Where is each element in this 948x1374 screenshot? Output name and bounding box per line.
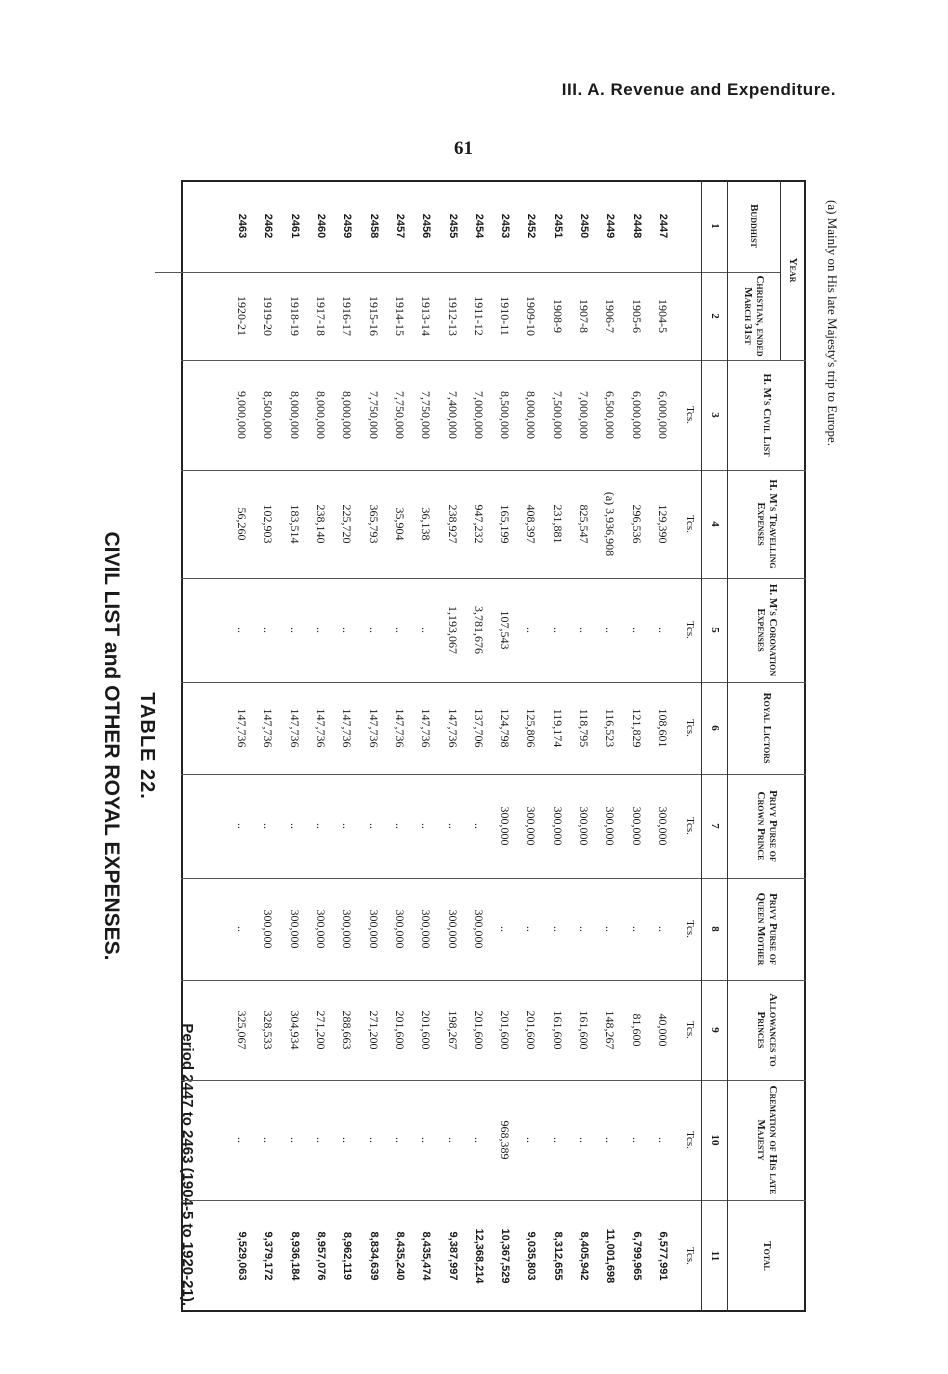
table-cell: 300,000 bbox=[629, 806, 644, 846]
table-cell: .. bbox=[603, 1137, 618, 1143]
table-cell: 296,536 bbox=[629, 504, 644, 544]
table-cell: 8,957,076 bbox=[315, 1231, 328, 1281]
year-group-rule bbox=[780, 180, 781, 360]
column-header: Royal Lictors bbox=[761, 692, 773, 764]
unit-label: Tcs. bbox=[684, 817, 696, 835]
column-number: 3 bbox=[709, 412, 721, 418]
table-cell: .. bbox=[550, 627, 565, 633]
table-cell: .. bbox=[366, 823, 381, 829]
table-cell: 300,000 bbox=[603, 806, 618, 846]
table-cell: 1906-7 bbox=[603, 299, 618, 333]
table-title: CIVIL LIST and OTHER ROYAL EXPENSES. bbox=[100, 531, 123, 961]
column-header: H. M's Travelling Expenses bbox=[755, 479, 779, 569]
table-cell: .. bbox=[261, 627, 276, 633]
table-cell: 6,000,000 bbox=[629, 391, 644, 439]
table-cell: 1917-18 bbox=[314, 296, 329, 336]
table-cell: .. bbox=[629, 627, 644, 633]
table-cell: 36,138 bbox=[419, 507, 434, 541]
table-cell: 300,000 bbox=[314, 909, 329, 949]
table-cell: .. bbox=[261, 823, 276, 829]
table-cell: 3,781,676 bbox=[471, 606, 486, 654]
table-cell: 148,267 bbox=[603, 1010, 618, 1050]
table-cell: 147,736 bbox=[366, 708, 381, 748]
table-cell: .. bbox=[235, 627, 250, 633]
table-cell: 2449 bbox=[604, 213, 617, 239]
table-cell: 325,067 bbox=[235, 1010, 250, 1050]
column-number: 9 bbox=[709, 1027, 721, 1033]
table-cell: 2450 bbox=[578, 213, 591, 239]
table-cell: 300,000 bbox=[419, 909, 434, 949]
table-cell: 8,962,119 bbox=[341, 1231, 354, 1281]
table-cell: 108,601 bbox=[656, 708, 670, 748]
table-cell: 408,397 bbox=[524, 504, 539, 544]
table-cell: .. bbox=[656, 1137, 670, 1143]
table-cell: 1918-19 bbox=[287, 296, 302, 336]
table-cell: 8,000,000 bbox=[340, 391, 355, 439]
table-cell: 8,312,655 bbox=[551, 1231, 564, 1281]
table-cell: 10,367,529 bbox=[499, 1228, 512, 1284]
table-row bbox=[413, 180, 439, 1312]
table-row bbox=[624, 180, 650, 1312]
table-cell: 121,829 bbox=[629, 708, 644, 748]
table-cell: .. bbox=[419, 627, 434, 633]
table-row bbox=[282, 180, 308, 1312]
table-cell: 288,663 bbox=[340, 1010, 355, 1050]
table-cell: 9,000,000 bbox=[235, 391, 250, 439]
table-cell: 165,199 bbox=[498, 504, 513, 544]
table-cell: 147,736 bbox=[419, 708, 434, 748]
table-cell: 300,000 bbox=[577, 806, 592, 846]
column-header: H. M's Coronation Expenses bbox=[755, 583, 779, 677]
table-cell: 1913-14 bbox=[419, 296, 434, 336]
table-cell: .. bbox=[550, 1137, 565, 1143]
table-number: TABLE 22. bbox=[136, 692, 158, 800]
table-cell: .. bbox=[524, 627, 539, 633]
table-cell: 968,389 bbox=[498, 1120, 513, 1160]
table-cell: 7,500,000 bbox=[550, 391, 565, 439]
table-cell: 8,500,000 bbox=[498, 391, 513, 439]
table-cell: 147,736 bbox=[340, 708, 355, 748]
table-cell: .. bbox=[656, 627, 670, 633]
unit-label: Tcs. bbox=[684, 515, 696, 533]
column-number: 5 bbox=[709, 627, 721, 633]
table-cell: .. bbox=[235, 926, 250, 932]
unit-label: Tcs. bbox=[684, 1131, 696, 1149]
table-cell: .. bbox=[629, 926, 644, 932]
table-cell: 2459 bbox=[341, 213, 354, 239]
column-header: Christian, ended March 31st bbox=[742, 275, 766, 357]
column-header: Privy Purse of Crown Prince bbox=[755, 790, 779, 862]
table-cell: 147,736 bbox=[393, 708, 407, 748]
table-cell: 56,260 bbox=[235, 507, 250, 541]
table-cell: 147,736 bbox=[445, 708, 460, 748]
table-cell: .. bbox=[445, 1137, 460, 1143]
table-cell: 8,936,184 bbox=[288, 1231, 301, 1281]
table-row bbox=[545, 180, 571, 1312]
column-header: Buddhist bbox=[748, 204, 760, 248]
table-row bbox=[387, 180, 413, 1312]
table-row bbox=[519, 180, 545, 1312]
table-cell: 947,232 bbox=[471, 504, 486, 544]
column-header: Allowances to Princes bbox=[755, 993, 779, 1067]
table-cell: 116,523 bbox=[603, 708, 618, 748]
table-cell: 1912-13 bbox=[445, 296, 460, 336]
column-number: 6 bbox=[709, 725, 721, 731]
table-cell: 7,750,000 bbox=[419, 391, 434, 439]
table-cell: 201,600 bbox=[419, 1010, 434, 1050]
table-cell: 201,600 bbox=[524, 1010, 539, 1050]
table-cell: 2452 bbox=[525, 213, 538, 239]
section-header: III. A. Revenue and Expenditure. bbox=[561, 80, 836, 99]
table-cell: 2457 bbox=[394, 213, 406, 239]
table-cell: .. bbox=[629, 1137, 644, 1143]
table-cell: 118,795 bbox=[577, 708, 592, 748]
table-cell: 304,934 bbox=[287, 1010, 302, 1050]
unit-label: Tcs. bbox=[684, 621, 696, 639]
table-cell: .. bbox=[393, 627, 407, 633]
table-cell: 1905-6 bbox=[629, 299, 644, 333]
table-cell: 6,577,991 bbox=[657, 1231, 669, 1281]
column-number: 4 bbox=[709, 521, 721, 527]
table-cell: 1,193,067 bbox=[445, 606, 460, 654]
unit-label: Tcs. bbox=[684, 1247, 696, 1265]
table-cell: .. bbox=[314, 627, 329, 633]
table-cell: .. bbox=[314, 1137, 329, 1143]
table-cell: 6,500,000 bbox=[603, 391, 618, 439]
header-rule bbox=[727, 180, 728, 1312]
table-cell: 1904-5 bbox=[656, 299, 670, 333]
table-cell: 8,834,639 bbox=[367, 1231, 380, 1281]
table-row bbox=[466, 180, 492, 1312]
table-cell: 300,000 bbox=[393, 909, 407, 949]
table-cell: 271,200 bbox=[314, 1010, 329, 1050]
table-cell: .. bbox=[577, 1137, 592, 1143]
table-cell: 238,140 bbox=[314, 504, 329, 544]
table-cell: 7,750,000 bbox=[366, 391, 381, 439]
table-cell: .. bbox=[393, 823, 407, 829]
table-cell: 8,000,000 bbox=[524, 391, 539, 439]
table-row bbox=[492, 180, 518, 1312]
table-cell: .. bbox=[287, 823, 302, 829]
table-period: Period 2447 to 2463 (1904-5 to 1920-21). bbox=[179, 1023, 196, 1306]
column-number: 7 bbox=[709, 823, 721, 829]
table-row bbox=[571, 180, 597, 1312]
table-cell: .. bbox=[419, 823, 434, 829]
table-cell: 7,000,000 bbox=[577, 391, 592, 439]
table-cell: 7,400,000 bbox=[445, 391, 460, 439]
table-cell: 2461 bbox=[288, 213, 301, 239]
year-group-header: Year bbox=[787, 257, 799, 283]
table-cell: 2454 bbox=[472, 213, 485, 239]
table-cell: 300,000 bbox=[524, 806, 539, 846]
table-cell: 12,368,214 bbox=[472, 1228, 485, 1284]
table-row bbox=[361, 180, 387, 1312]
table-cell: 2455 bbox=[446, 213, 459, 239]
table-cell: (a) 3,936,908 bbox=[603, 491, 618, 557]
table-cell: 147,736 bbox=[261, 708, 276, 748]
table-cell: .. bbox=[261, 1137, 276, 1143]
table-cell: 11,001,698 bbox=[604, 1228, 617, 1284]
table-cell: .. bbox=[366, 627, 381, 633]
table-cell: 161,600 bbox=[550, 1010, 565, 1050]
table-cell: 1909-10 bbox=[524, 296, 539, 336]
table-cell: 2451 bbox=[551, 213, 564, 239]
table-cell: 9,379,172 bbox=[262, 1231, 275, 1281]
table-cell: 300,000 bbox=[287, 909, 302, 949]
table-cell: 2462 bbox=[262, 213, 275, 239]
column-header: Cremation of His late Majesty bbox=[755, 1085, 779, 1195]
table-cell: .. bbox=[340, 627, 355, 633]
table-cell: 300,000 bbox=[550, 806, 565, 846]
table-cell: 9,387,997 bbox=[446, 1231, 459, 1281]
table-cell: .. bbox=[471, 1137, 486, 1143]
table-cell: 201,600 bbox=[393, 1010, 407, 1050]
unit-label: Tcs. bbox=[684, 406, 696, 424]
unit-label: Tcs. bbox=[684, 920, 696, 938]
table-cell: 6,000,000 bbox=[656, 391, 670, 439]
table-cell: .. bbox=[287, 627, 302, 633]
table-cell: 1915-16 bbox=[366, 296, 381, 336]
table-cell: 1911-12 bbox=[471, 296, 486, 336]
table-cell: .. bbox=[393, 1137, 407, 1143]
table-cell: 8,500,000 bbox=[261, 391, 276, 439]
table-cell: 137,706 bbox=[471, 708, 486, 748]
table-cell: 2448 bbox=[630, 213, 643, 239]
column-number: 2 bbox=[709, 313, 721, 319]
table-cell: 198,267 bbox=[445, 1010, 460, 1050]
table-cell: 125,806 bbox=[524, 708, 539, 748]
table-cell: 1907-8 bbox=[577, 299, 592, 333]
table-cell: 1910-11 bbox=[498, 296, 513, 336]
rotated-table-sheet bbox=[100, 180, 840, 1312]
table-cell: 8,405,942 bbox=[578, 1231, 591, 1281]
table-cell: .. bbox=[314, 823, 329, 829]
table-cell: .. bbox=[340, 823, 355, 829]
table-cell: .. bbox=[577, 627, 592, 633]
table-cell: .. bbox=[577, 926, 592, 932]
table-cell: .. bbox=[603, 627, 618, 633]
table-cell: .. bbox=[445, 823, 460, 829]
table-cell: 300,000 bbox=[366, 909, 381, 949]
table-cell: 300,000 bbox=[340, 909, 355, 949]
column-number: 8 bbox=[709, 926, 721, 932]
table-cell: .. bbox=[419, 1137, 434, 1143]
table-cell: 40,000 bbox=[656, 1013, 670, 1047]
table-cell: 328,533 bbox=[261, 1010, 276, 1050]
table-cell: .. bbox=[366, 1137, 381, 1143]
table-cell: 2456 bbox=[420, 213, 433, 239]
table-cell: 2458 bbox=[367, 213, 380, 239]
table-cell: .. bbox=[235, 1137, 250, 1143]
column-header: H. M's Civil List bbox=[761, 373, 773, 457]
table-row bbox=[308, 180, 334, 1312]
table-cell: 107,543 bbox=[498, 610, 513, 650]
table-row bbox=[597, 180, 623, 1312]
table-cell: 225,720 bbox=[340, 504, 355, 544]
column-number: 1 bbox=[709, 223, 721, 229]
table-cell: .. bbox=[603, 926, 618, 932]
table-cell: 300,000 bbox=[261, 909, 276, 949]
table-cell: .. bbox=[498, 926, 513, 932]
column-header: Total bbox=[761, 1241, 773, 1271]
table-cell: 825,547 bbox=[577, 504, 592, 544]
unit-label: Tcs. bbox=[684, 719, 696, 737]
table-cell: .. bbox=[287, 1137, 302, 1143]
table-cell: 81,600 bbox=[629, 1013, 644, 1047]
table-cell: 1919-20 bbox=[261, 296, 276, 336]
table-cell: 365,793 bbox=[366, 504, 381, 544]
table-cell: 183,514 bbox=[287, 504, 302, 544]
table-cell: 2463 bbox=[236, 213, 249, 239]
table-cell: 2460 bbox=[315, 213, 328, 239]
table-cell: 147,736 bbox=[287, 708, 302, 748]
footnote: (a) Mainly on His late Majesty's trip to Europe. bbox=[825, 200, 840, 447]
table-cell: 161,600 bbox=[577, 1010, 592, 1050]
table-cell: 201,600 bbox=[498, 1010, 513, 1050]
table-cell: 271,200 bbox=[366, 1010, 381, 1050]
table-cell: 7,000,000 bbox=[471, 391, 486, 439]
table-cell: 1908-9 bbox=[550, 299, 565, 333]
table-cell: 201,600 bbox=[471, 1010, 486, 1050]
table-cell: 2453 bbox=[499, 213, 512, 239]
column-number: 11 bbox=[709, 1250, 721, 1262]
table-cell: .. bbox=[656, 926, 670, 932]
table-cell: 8,000,000 bbox=[314, 391, 329, 439]
table-cell: .. bbox=[524, 1137, 539, 1143]
column-number: 10 bbox=[709, 1134, 721, 1146]
table-cell: 124,798 bbox=[498, 708, 513, 748]
table-cell: 300,000 bbox=[498, 806, 513, 846]
column-header: Privy Purse of Queen Mother bbox=[755, 892, 779, 966]
table-row bbox=[650, 180, 676, 1312]
table-cell: .. bbox=[471, 823, 486, 829]
column-number-rule bbox=[701, 180, 702, 1312]
table-cell: 6,799,965 bbox=[630, 1231, 643, 1281]
table-row bbox=[334, 180, 360, 1312]
table-cell: 8,435,474 bbox=[420, 1231, 433, 1281]
table-cell: 1916-17 bbox=[340, 296, 355, 336]
table-cell: 2447 bbox=[657, 213, 669, 239]
table-cell: 129,390 bbox=[656, 504, 670, 544]
unit-label: Tcs. bbox=[684, 1021, 696, 1039]
table-cell: .. bbox=[524, 926, 539, 932]
table-cell: 1920-21 bbox=[235, 296, 250, 336]
table-cell: 1914-15 bbox=[393, 296, 407, 336]
table-cell: 8,435,240 bbox=[394, 1231, 406, 1281]
table-cell: 238,927 bbox=[445, 504, 460, 544]
table-cell: .. bbox=[235, 823, 250, 829]
table-row bbox=[440, 180, 466, 1312]
table-cell: 7,750,000 bbox=[393, 391, 407, 439]
page-number: 61 bbox=[454, 138, 473, 159]
table-cell: 300,000 bbox=[445, 909, 460, 949]
table-cell: .. bbox=[340, 1137, 355, 1143]
table-cell: 35,904 bbox=[393, 507, 407, 541]
table-cell: 8,000,000 bbox=[287, 391, 302, 439]
table-cell: 102,903 bbox=[261, 504, 276, 544]
table-cell: 147,736 bbox=[314, 708, 329, 748]
table-row bbox=[256, 180, 282, 1312]
table-cell: 9,035,803 bbox=[525, 1231, 538, 1281]
table-cell: 119,174 bbox=[550, 708, 565, 748]
table-cell: 231,881 bbox=[550, 504, 565, 544]
table-row bbox=[229, 180, 255, 1312]
table-cell: 300,000 bbox=[656, 806, 670, 846]
table-cell: .. bbox=[550, 926, 565, 932]
table-cell: 300,000 bbox=[471, 909, 486, 949]
table-cell: 9,529,063 bbox=[236, 1231, 249, 1281]
table-cell: 147,736 bbox=[235, 708, 250, 748]
